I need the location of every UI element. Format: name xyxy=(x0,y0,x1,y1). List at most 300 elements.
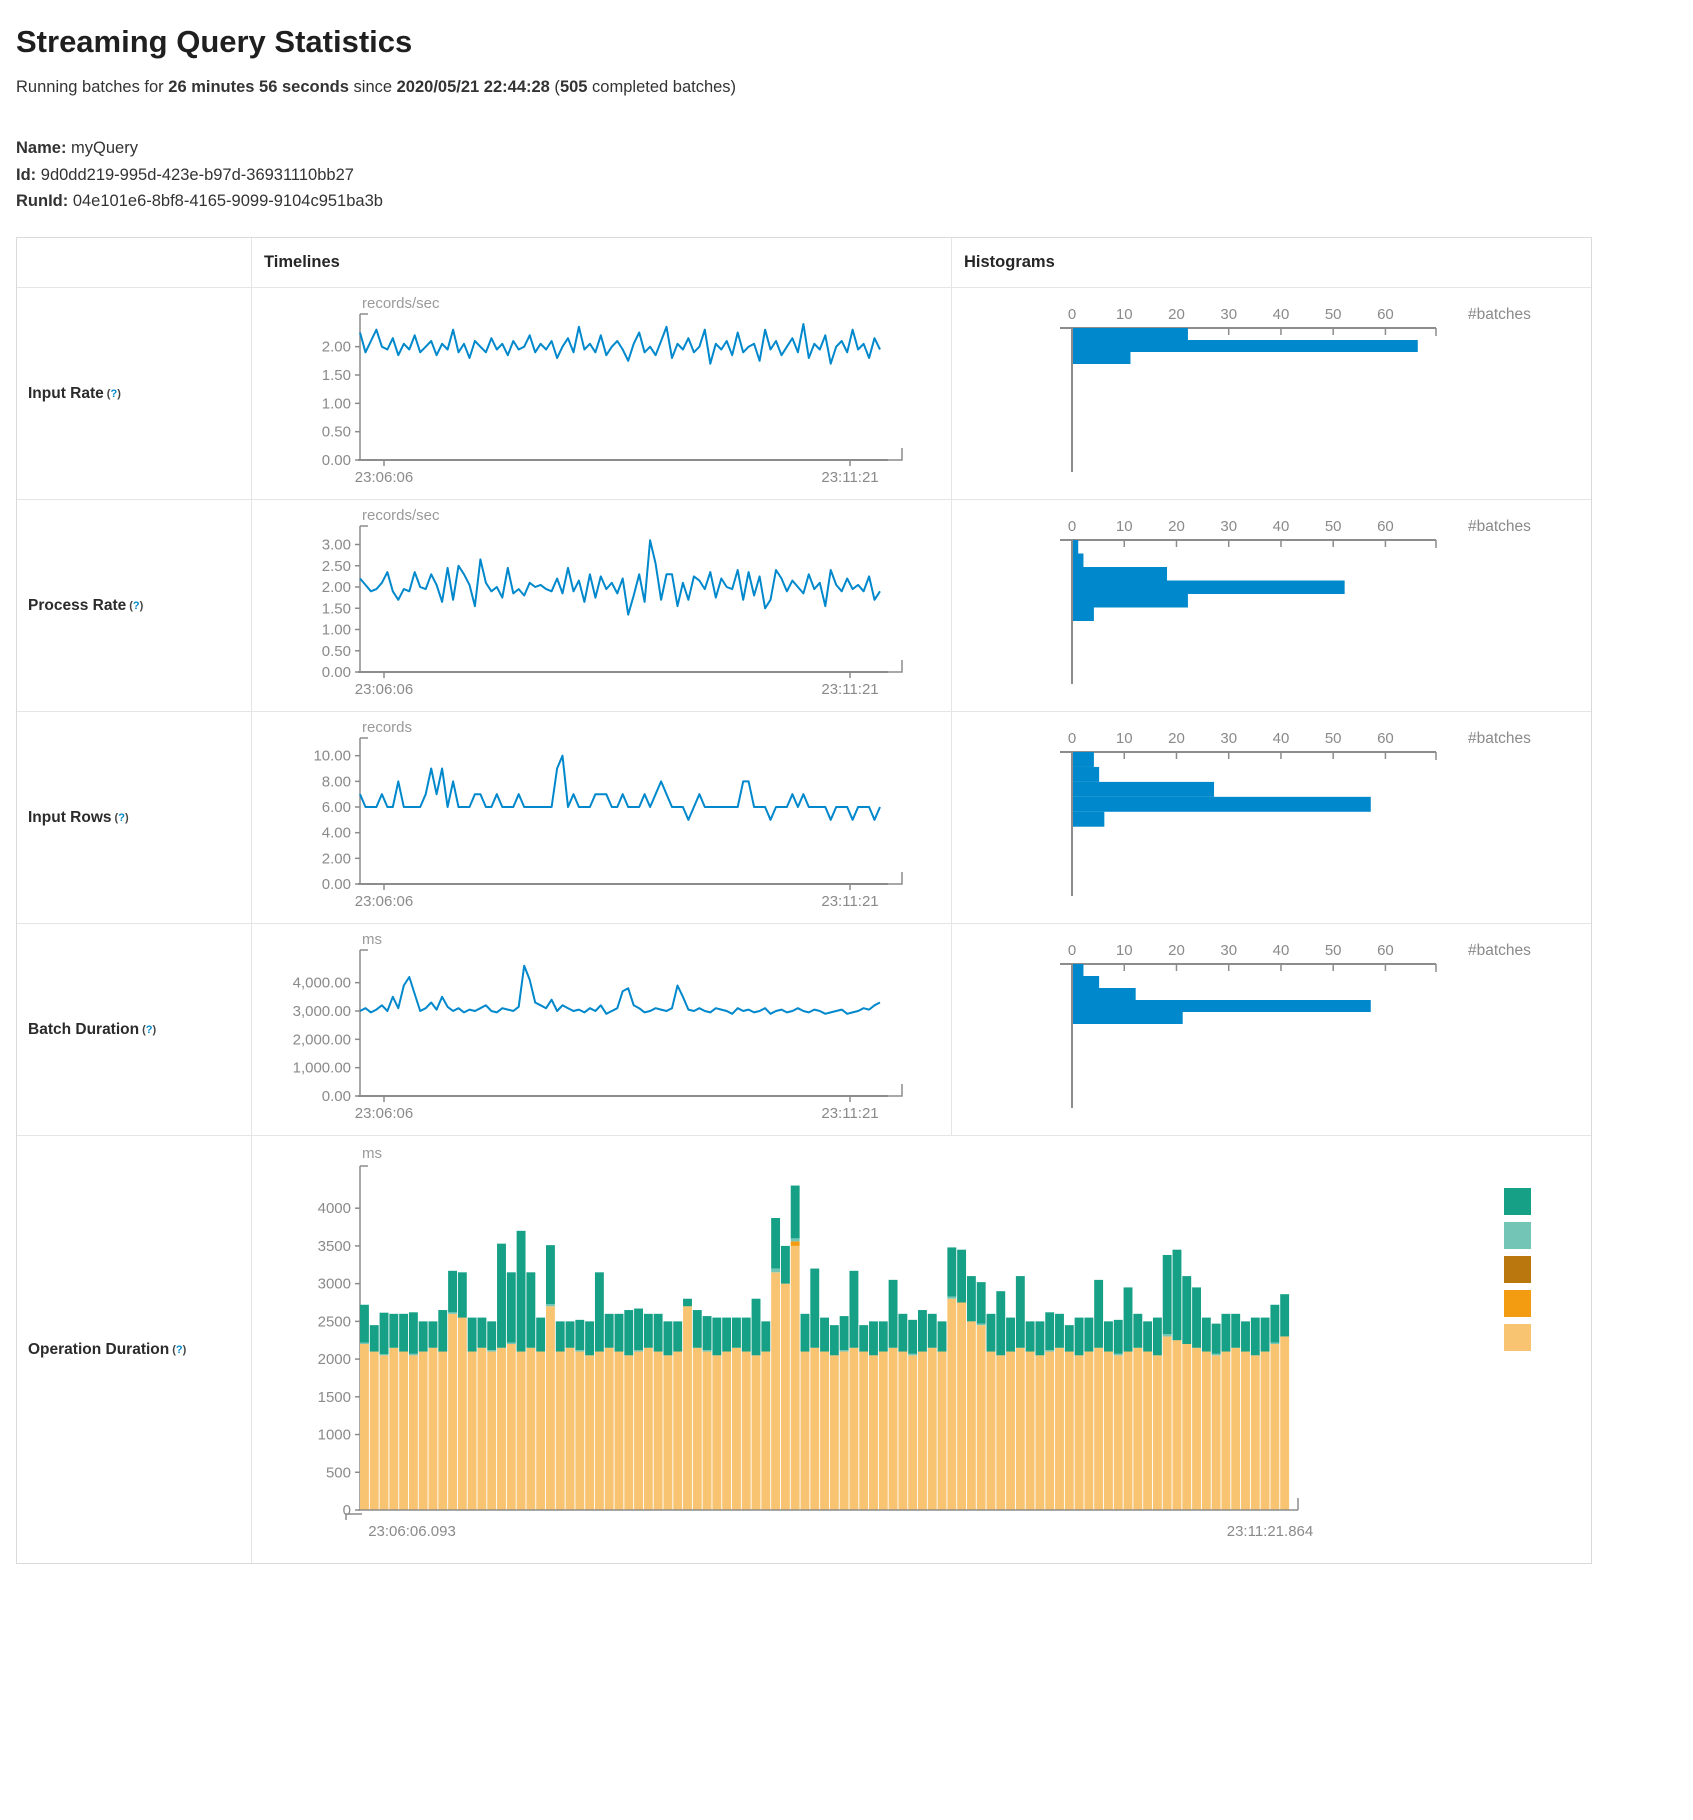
stacked-bar-segment xyxy=(1045,1350,1054,1352)
x-axis-end-label: 23:11:21 xyxy=(821,1105,879,1123)
stacked-bar-segment xyxy=(840,1316,849,1350)
row-label-text: Operation Duration xyxy=(28,1340,170,1358)
stacked-bar-segment xyxy=(928,1314,937,1348)
stacked-bar-segment xyxy=(370,1325,379,1351)
stacked-bar-segment xyxy=(654,1352,663,1510)
x-tick-label: 0 xyxy=(1067,518,1077,536)
histogram-bar xyxy=(1073,567,1167,581)
stacked-bar-segment xyxy=(575,1350,584,1352)
help-tooltip-operation-duration[interactable] xyxy=(172,1344,186,1356)
stacked-bar-segment xyxy=(1251,1355,1260,1510)
running-batches-summary xyxy=(16,78,1677,97)
stacked-bar-segment xyxy=(967,1276,976,1321)
batches-axis-label: #batches xyxy=(1468,306,1531,324)
stacked-bar-segment xyxy=(663,1322,672,1356)
stacked-bar-segment xyxy=(419,1352,428,1510)
stacked-bar-segment xyxy=(1261,1352,1270,1510)
stacked-bar-segment xyxy=(1075,1355,1084,1510)
input-rows-histogram-cell xyxy=(951,711,1591,923)
stacked-bar-segment xyxy=(869,1322,878,1356)
input-rate-histogram-cell xyxy=(951,287,1591,499)
x-tick-label: 30 xyxy=(1220,518,1238,536)
stacked-bar-svg xyxy=(252,1140,1594,1552)
stacked-bar-segment xyxy=(1153,1318,1162,1356)
help-paren: ( xyxy=(142,1023,146,1036)
legend-swatch xyxy=(1504,1222,1531,1249)
legend-swatch xyxy=(1504,1290,1531,1317)
x-tick-label: 0 xyxy=(1067,942,1077,960)
stats-table xyxy=(16,237,1592,1564)
help-paren: ) xyxy=(124,811,129,824)
stacked-bar-segment xyxy=(908,1354,917,1356)
y-tick-label: 1.00 xyxy=(321,621,351,639)
stacked-bar-segment xyxy=(712,1355,721,1510)
stacked-bar-segment xyxy=(957,1250,966,1303)
y-tick-label: 2.00 xyxy=(321,579,351,597)
x-axis-end-label: 23:11:21.864 xyxy=(1226,1523,1314,1541)
stacked-bar-segment xyxy=(761,1352,770,1510)
stacked-bar-segment xyxy=(517,1352,526,1510)
y-tick-label: 4,000.00 xyxy=(292,974,351,992)
stacked-bar-segment xyxy=(389,1314,398,1348)
histogram-bar xyxy=(1073,782,1214,797)
stacked-bar-segment xyxy=(1270,1343,1279,1345)
help-paren: ( xyxy=(129,599,133,612)
stacked-bar-segment xyxy=(673,1352,682,1510)
y-tick-label: 0.00 xyxy=(321,1088,351,1106)
stacked-bar-segment xyxy=(967,1322,976,1511)
x-tick-label: 0 xyxy=(1067,306,1077,324)
histogram-bar xyxy=(1073,964,1083,976)
x-axis-start-label: 23:06:06 xyxy=(354,469,414,487)
help-paren: ) xyxy=(182,1343,187,1356)
y-tick-label: 2,000.00 xyxy=(292,1031,351,1049)
stacked-bar-segment xyxy=(507,1272,516,1342)
stacked-bar-segment xyxy=(409,1312,418,1354)
stacked-bar-segment xyxy=(389,1348,398,1510)
query-name-value: myQuery xyxy=(71,139,138,157)
stacked-bar-segment xyxy=(1026,1352,1035,1510)
stacked-bar-segment xyxy=(546,1304,555,1306)
x-tick-label: 60 xyxy=(1377,942,1394,960)
stacked-bar-segment xyxy=(585,1355,594,1510)
histogram-bar xyxy=(1073,340,1418,352)
unit-label: ms xyxy=(362,931,382,949)
stacked-bar-segment xyxy=(889,1280,898,1348)
x-tick-label: 0 xyxy=(1067,730,1077,748)
stacked-bar-segment xyxy=(575,1352,584,1510)
stacked-bar-segment xyxy=(722,1318,731,1352)
histogram-bar xyxy=(1073,328,1188,340)
stacked-bar-segment xyxy=(840,1350,849,1352)
stacked-bar-segment xyxy=(380,1313,389,1355)
help-paren: ( xyxy=(114,811,119,824)
stacked-bar-segment xyxy=(585,1322,594,1356)
stacked-bar-segment xyxy=(879,1322,888,1352)
stacked-bar-segment xyxy=(1104,1322,1113,1352)
input-rows-timeline-chart xyxy=(252,716,951,917)
batches-axis-label: #batches xyxy=(1468,730,1531,748)
stacked-bar-segment xyxy=(380,1355,389,1510)
histogram-bar xyxy=(1073,1000,1371,1012)
query-runid-line xyxy=(16,188,1677,215)
stacked-bar-segment xyxy=(810,1348,819,1510)
stacked-bar-segment xyxy=(507,1343,516,1345)
stacked-bar-segment xyxy=(928,1348,937,1510)
x-tick-label: 40 xyxy=(1272,730,1290,748)
stacked-bar-segment xyxy=(840,1352,849,1510)
row-label-input-rows xyxy=(17,711,251,923)
stacked-bar-segment xyxy=(1143,1352,1152,1510)
stacked-bar-segment xyxy=(605,1314,614,1348)
stacked-bar-segment xyxy=(791,1246,800,1510)
stacked-bar-segment xyxy=(1163,1255,1172,1334)
stacked-bar-segment xyxy=(712,1318,721,1356)
x-axis-end-bracket xyxy=(888,872,902,884)
stacked-bar-segment xyxy=(771,1272,780,1510)
y-tick-label: 2.00 xyxy=(321,850,351,868)
histogram-svg xyxy=(952,292,1572,488)
stacked-bar-segment xyxy=(889,1348,898,1510)
stacked-bar-segment xyxy=(859,1352,868,1510)
stacked-bar-segment xyxy=(360,1305,369,1343)
stacked-bar-segment xyxy=(1006,1318,1015,1352)
stacked-bar-segment xyxy=(419,1322,428,1352)
stacked-bar-segment xyxy=(1182,1344,1191,1510)
help-question-icon: ? xyxy=(132,599,140,612)
stacked-bar-segment xyxy=(654,1314,663,1352)
histogram-svg xyxy=(952,928,1572,1124)
stacked-bar-segment xyxy=(497,1244,506,1348)
timeline-svg xyxy=(252,928,952,1124)
stacked-bar-segment xyxy=(1026,1322,1035,1352)
stacked-bar-segment xyxy=(673,1322,682,1352)
timeline-line-series xyxy=(360,966,880,1014)
query-id-value: 9d0dd219-995d-423e-b97d-36931110bb27 xyxy=(40,165,354,184)
stacked-bar-segment xyxy=(987,1314,996,1352)
histogram-bar xyxy=(1073,594,1188,608)
stacked-bar-segment xyxy=(1114,1354,1123,1356)
help-question-icon: ? xyxy=(175,1343,183,1356)
stacked-bar-segment xyxy=(556,1322,565,1352)
help-question-icon: ? xyxy=(118,811,125,824)
stacked-bar-segment xyxy=(429,1348,438,1510)
stacked-bar-segment xyxy=(1202,1318,1211,1352)
stacked-bar-segment xyxy=(1143,1322,1152,1352)
y-tick-label: 3,000.00 xyxy=(292,1003,351,1021)
y-tick-label: 0 xyxy=(342,1502,351,1520)
stacked-bar-segment xyxy=(810,1269,819,1348)
x-tick-label: 10 xyxy=(1115,942,1133,960)
stacked-bar-segment xyxy=(938,1322,947,1352)
stacked-bar-segment xyxy=(517,1231,526,1352)
stacked-bar-segment xyxy=(663,1355,672,1510)
stacked-bar-segment xyxy=(1192,1288,1201,1348)
y-tick-label: 0.00 xyxy=(321,664,351,682)
histogram-bar xyxy=(1073,581,1345,595)
row-label-operation-duration xyxy=(17,1135,251,1563)
stacked-bar-segment xyxy=(1241,1352,1250,1510)
timeline-line-series xyxy=(360,756,880,820)
stacked-bar-segment xyxy=(1094,1348,1103,1510)
stacked-bar-segment xyxy=(938,1352,947,1510)
legend-swatch xyxy=(1504,1256,1531,1283)
x-tick-label: 50 xyxy=(1324,306,1342,324)
y-tick-label: 1,000.00 xyxy=(292,1059,351,1077)
stacked-bar-segment xyxy=(1173,1250,1182,1341)
stacked-bar-segment xyxy=(1114,1320,1123,1354)
stacked-bar-segment xyxy=(448,1271,457,1313)
stacked-bar-segment xyxy=(429,1322,438,1348)
x-axis-end-bracket xyxy=(888,448,902,460)
stacked-bar-segment xyxy=(849,1271,858,1348)
stacked-bar-segment xyxy=(1084,1352,1093,1510)
process-rate-histogram-cell xyxy=(951,499,1591,711)
stacked-bar-segment xyxy=(1084,1318,1093,1352)
stacked-bar-segment xyxy=(908,1320,917,1354)
stacked-bar-segment xyxy=(957,1303,966,1511)
stacked-bar-segment xyxy=(370,1352,379,1510)
stacked-bar-segment xyxy=(703,1316,712,1350)
summary-count: 505 xyxy=(559,78,588,96)
stacked-bar-segment xyxy=(1231,1348,1240,1510)
stacked-bar-segment xyxy=(1251,1318,1260,1356)
y-tick-label: 0.50 xyxy=(321,642,351,660)
x-axis-start-label: 23:06:06 xyxy=(354,893,414,911)
stacked-bar-segment xyxy=(1016,1348,1025,1510)
stacked-bar-segment xyxy=(595,1272,604,1351)
stacked-bar-segment xyxy=(752,1299,761,1356)
stacked-bar-segment xyxy=(556,1352,565,1510)
help-paren: ( xyxy=(106,387,111,400)
histogram-bar xyxy=(1073,752,1094,767)
y-tick-label: 2.50 xyxy=(321,557,351,575)
stacked-bar-segment xyxy=(360,1343,369,1345)
stacked-bar-segment xyxy=(908,1355,917,1510)
corner-header-cell xyxy=(17,238,251,287)
stacked-bar-segment xyxy=(781,1246,790,1284)
batch-duration-timeline-chart xyxy=(252,928,951,1129)
batches-axis-label: #batches xyxy=(1468,518,1531,536)
x-axis-end-bracket xyxy=(888,1084,902,1096)
legend-swatch xyxy=(1504,1188,1531,1215)
x-tick-label: 20 xyxy=(1168,730,1185,748)
stacked-bar-segment xyxy=(1221,1352,1230,1510)
y-tick-label: 3000 xyxy=(317,1275,351,1293)
y-tick-label: 0.00 xyxy=(321,876,351,894)
stacked-bar-segment xyxy=(977,1324,986,1326)
stacked-bar-segment xyxy=(947,1248,956,1297)
x-tick-label: 30 xyxy=(1220,730,1238,748)
summary-duration: 26 minutes 56 seconds xyxy=(168,78,349,96)
x-axis-end-bracket xyxy=(888,660,902,672)
stacked-bar-segment xyxy=(1114,1355,1123,1510)
y-tick-label: 10.00 xyxy=(313,747,351,765)
stacked-bar-segment xyxy=(566,1322,575,1348)
stacked-bar-segment xyxy=(487,1350,496,1352)
x-tick-label: 40 xyxy=(1272,518,1290,536)
stacked-bar-segment xyxy=(898,1352,907,1510)
stacked-bar-segment xyxy=(448,1312,457,1314)
query-runid-label: RunId: xyxy=(16,192,69,211)
summary-suffix: completed batches) xyxy=(587,78,737,96)
stacked-bar-segment xyxy=(634,1352,643,1510)
y-tick-label: 4.00 xyxy=(321,824,351,842)
y-tick-label: 3.00 xyxy=(321,536,351,554)
histogram-bar xyxy=(1073,608,1094,622)
stacked-bar-segment xyxy=(830,1325,839,1355)
query-name-label: Name: xyxy=(16,139,67,157)
stacked-bar-segment xyxy=(468,1352,477,1510)
x-axis-end-label: 23:11:21 xyxy=(821,681,879,699)
y-tick-label: 500 xyxy=(325,1464,351,1482)
stacked-bar-segment xyxy=(448,1314,457,1510)
stacked-bar-segment xyxy=(1035,1355,1044,1510)
stacked-bar-segment xyxy=(536,1352,545,1510)
stacked-bar-segment xyxy=(1280,1294,1289,1336)
stacked-bar-segment xyxy=(898,1314,907,1352)
stacked-bar-segment xyxy=(996,1291,1005,1355)
histogram-bar xyxy=(1073,812,1104,827)
stacked-bar-segment xyxy=(644,1348,653,1510)
stacked-bar-segment xyxy=(595,1352,604,1510)
unit-label: records/sec xyxy=(362,507,440,525)
row-label-text: Process Rate xyxy=(28,596,127,614)
stacked-bar-segment xyxy=(752,1355,761,1510)
timeline-svg xyxy=(252,292,952,488)
row-label-batch-duration xyxy=(17,923,251,1135)
stacked-bar-segment xyxy=(1173,1340,1182,1510)
x-tick-label: 20 xyxy=(1168,306,1185,324)
help-paren: ( xyxy=(172,1343,176,1356)
row-label-text: Input Rows xyxy=(28,808,112,826)
stacked-bar-segment xyxy=(1202,1352,1211,1510)
row-label-text: Input Rate xyxy=(28,384,104,402)
stacked-bar-segment xyxy=(1270,1305,1279,1343)
query-meta xyxy=(16,135,1677,215)
y-tick-label: 4000 xyxy=(317,1200,351,1218)
stacked-bar-segment xyxy=(634,1350,643,1352)
stacked-bar-segment xyxy=(1182,1276,1191,1344)
x-tick-label: 30 xyxy=(1220,942,1238,960)
input-rows-histogram-chart xyxy=(952,716,1591,917)
stacked-bar-segment xyxy=(1045,1352,1054,1510)
y-tick-label: 2.00 xyxy=(321,338,351,356)
batch-duration-histogram-cell xyxy=(951,923,1591,1135)
stacked-bar-segment xyxy=(1124,1352,1133,1510)
process-rate-histogram-chart xyxy=(952,504,1591,705)
stacked-bar-segment xyxy=(1045,1312,1054,1350)
stacked-bar-segment xyxy=(820,1318,829,1352)
stacked-bar-segment xyxy=(624,1310,633,1355)
timelines-column-header: Timelines xyxy=(251,238,951,287)
help-tooltip-process-rate[interactable] xyxy=(129,600,143,612)
stacked-bar-segment xyxy=(722,1352,731,1510)
help-tooltip-input-rate[interactable] xyxy=(107,388,121,400)
summary-paren: ( xyxy=(549,78,560,96)
stacked-bar-segment xyxy=(879,1352,888,1510)
stacked-bar-segment xyxy=(947,1297,956,1299)
x-tick-label: 40 xyxy=(1272,306,1290,324)
stacked-bar-segment xyxy=(683,1306,692,1510)
stacked-bar-segment xyxy=(644,1314,653,1348)
y-tick-label: 1.50 xyxy=(321,367,351,385)
stacked-bar-segment xyxy=(615,1352,624,1510)
stacked-bar-segment xyxy=(693,1348,702,1510)
y-tick-label: 1.00 xyxy=(321,395,351,413)
stacked-bar-segment xyxy=(1133,1314,1142,1348)
y-tick-label: 8.00 xyxy=(321,773,351,791)
x-tick-label: 50 xyxy=(1324,518,1342,536)
help-paren: ) xyxy=(117,387,121,400)
input-rate-timeline-chart xyxy=(252,292,951,493)
x-tick-label: 60 xyxy=(1377,730,1394,748)
stacked-bar-segment xyxy=(791,1186,800,1239)
x-tick-label: 50 xyxy=(1324,730,1342,748)
help-tooltip-batch-duration[interactable] xyxy=(142,1024,156,1036)
x-tick-label: 60 xyxy=(1377,306,1394,324)
histogram-svg xyxy=(952,716,1572,912)
stacked-bar-segment xyxy=(1035,1322,1044,1356)
help-question-icon: ? xyxy=(110,387,118,400)
input-rate-timeline-cell xyxy=(251,287,951,499)
stacked-bar-segment xyxy=(977,1325,986,1510)
stacked-bar-segment xyxy=(546,1306,555,1510)
process-rate-timeline-cell xyxy=(251,499,951,711)
x-axis-start-label: 23:06:06 xyxy=(354,1105,414,1123)
stacked-bar-segment xyxy=(575,1320,584,1350)
stacked-bar-segment xyxy=(497,1348,506,1510)
stacked-bar-segment xyxy=(438,1310,447,1352)
query-id-label: Id: xyxy=(16,165,37,184)
help-paren: ) xyxy=(139,599,144,612)
stacked-bar-segment xyxy=(791,1239,800,1242)
stacked-bar-segment xyxy=(360,1344,369,1510)
batch-duration-timeline-cell xyxy=(251,923,951,1135)
stacked-bar-segment xyxy=(918,1352,927,1510)
stacked-bar-segment xyxy=(742,1318,751,1352)
stacked-bar-segment xyxy=(1241,1322,1250,1352)
stacked-bar-segment xyxy=(477,1348,486,1510)
x-axis-start-label: 23:06:06 xyxy=(354,681,414,699)
stacked-bar-segment xyxy=(1192,1348,1201,1510)
query-name-line xyxy=(16,135,1677,162)
x-tick-label: 10 xyxy=(1115,518,1133,536)
row-label-process-rate xyxy=(17,499,251,711)
stacked-bar-segment xyxy=(801,1314,810,1352)
summary-middle: since xyxy=(348,78,397,96)
stacked-bar-segment xyxy=(487,1352,496,1510)
stacked-bar-segment xyxy=(820,1352,829,1510)
stacked-bar-segment xyxy=(771,1218,780,1269)
help-question-icon: ? xyxy=(145,1023,153,1036)
unit-label: records xyxy=(362,719,413,737)
batch-duration-histogram-chart xyxy=(952,928,1591,1129)
stacked-bar-segment xyxy=(1016,1276,1025,1348)
stacked-bar-segment xyxy=(791,1242,800,1247)
row-label-input-rate xyxy=(17,287,251,499)
stacked-bar-segment xyxy=(536,1318,545,1352)
help-tooltip-input-rows[interactable] xyxy=(115,812,129,824)
stacked-bar-segment xyxy=(1065,1352,1074,1510)
x-tick-label: 20 xyxy=(1168,518,1185,536)
stacked-bar-segment xyxy=(996,1355,1005,1510)
stacked-bar-segment xyxy=(526,1272,535,1347)
stacked-bar-segment xyxy=(526,1348,535,1510)
stacked-bar-segment xyxy=(399,1314,408,1352)
stacked-bar-segment xyxy=(409,1354,418,1356)
stacked-bar-segment xyxy=(1221,1314,1230,1352)
